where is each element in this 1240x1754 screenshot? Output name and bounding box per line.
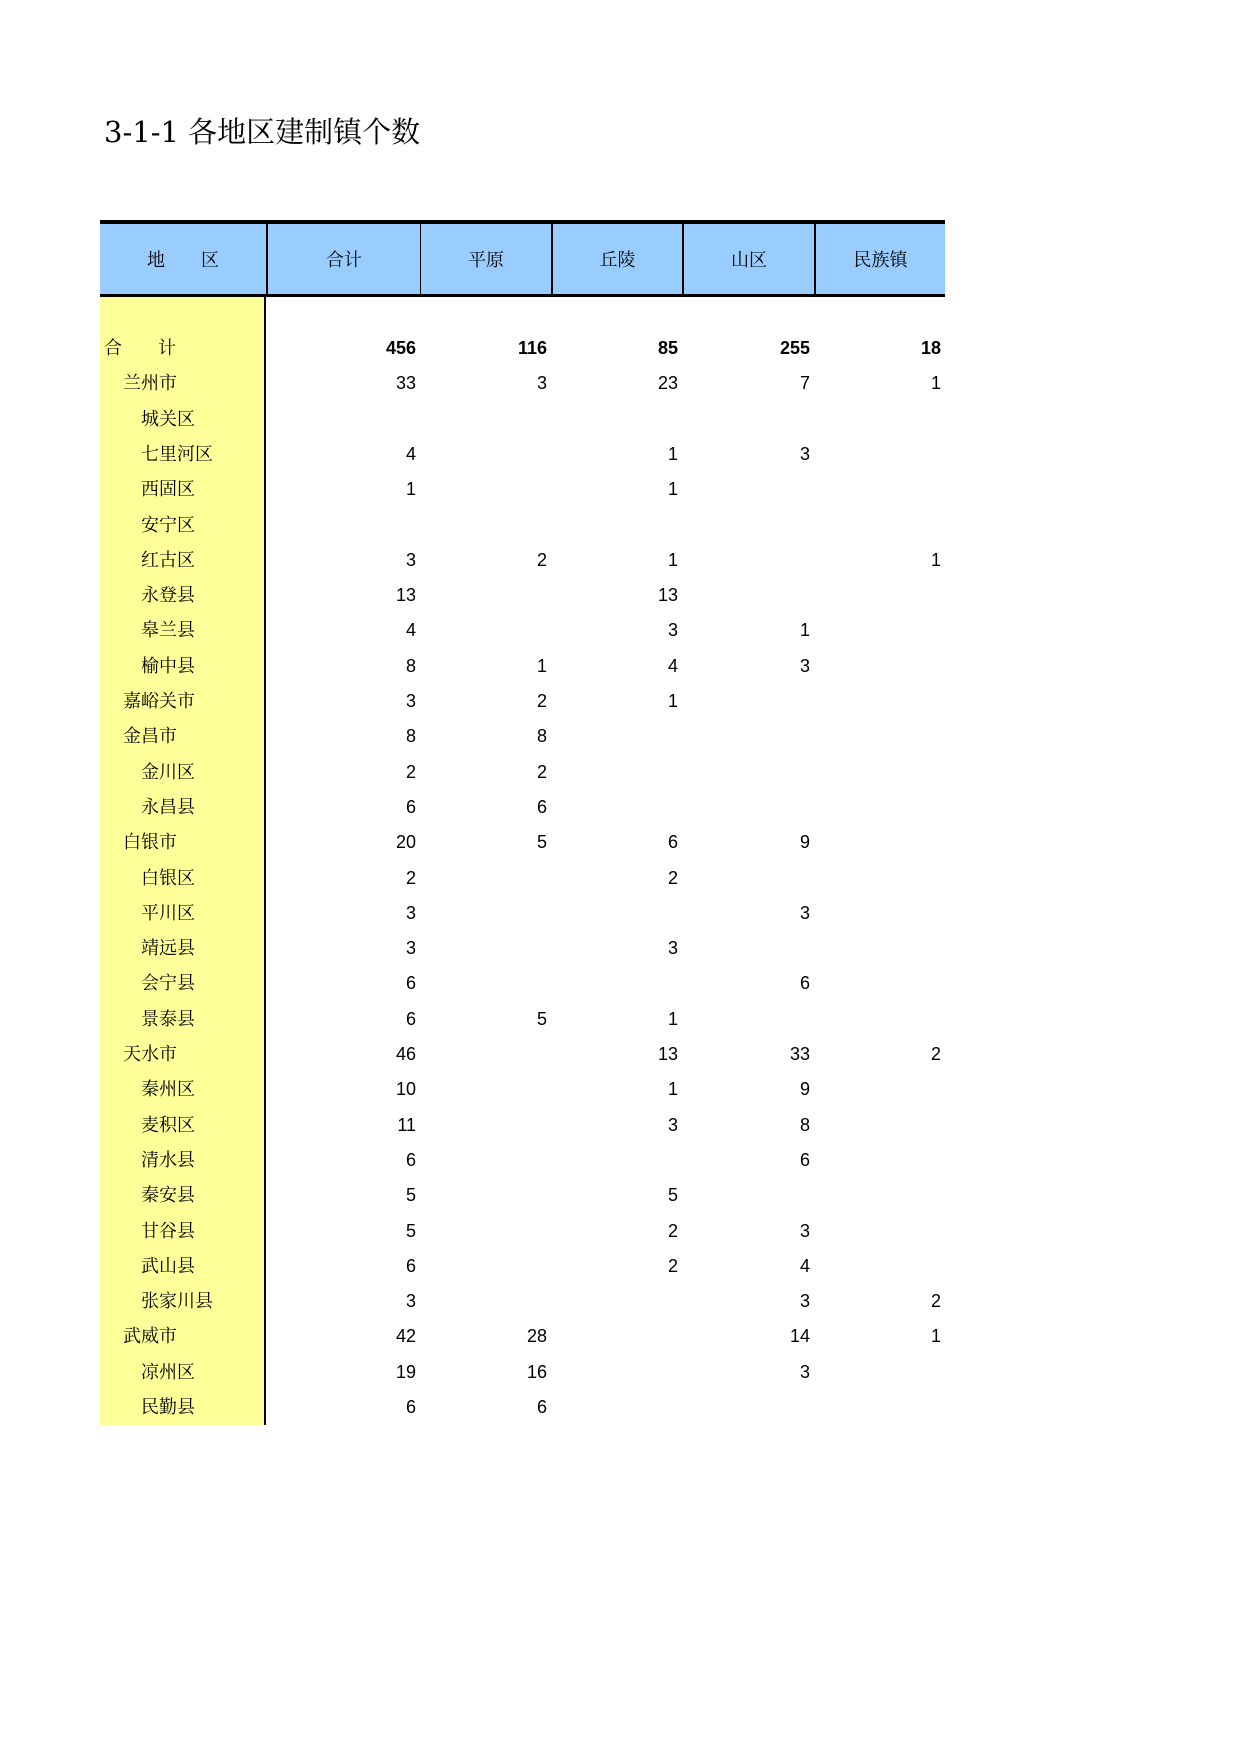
cell-total: 6 (405, 796, 416, 817)
cell-hill: 13 (657, 585, 678, 606)
table-row (100, 649, 945, 684)
cell-total: 6 (405, 973, 416, 994)
cell-mountain: 1 (799, 620, 810, 641)
table-row (100, 1319, 945, 1354)
region-name: 西固区 (141, 479, 195, 501)
cell-hill: 1 (667, 1008, 678, 1029)
cell-mountain: 14 (789, 1326, 810, 1347)
cell-hill: 1 (667, 479, 678, 500)
table-row (100, 578, 945, 613)
region-name: 会宁县 (141, 973, 195, 995)
table-row (100, 1249, 945, 1284)
cell-plain: 2 (536, 691, 547, 711)
cell-plain: 5 (536, 832, 547, 853)
cell-total: 42 (395, 1326, 416, 1347)
cell-mountain: 6 (799, 973, 810, 994)
column-header: 丘陵 (551, 224, 682, 294)
table-row (100, 1284, 945, 1319)
cell-plain: 16 (526, 1361, 547, 1382)
column-header: 地 区 (147, 250, 219, 271)
cell-total: 8 (405, 655, 416, 676)
cell-hill: 4 (667, 655, 678, 676)
table-row (100, 472, 945, 507)
region-name: 甘谷县 (141, 1220, 195, 1242)
region-name: 清水县 (141, 1149, 195, 1171)
table-row (100, 1355, 945, 1390)
cell-plain: 2 (536, 549, 547, 570)
column-header: 合计 (266, 224, 420, 294)
cell-total: 3 (405, 938, 416, 959)
region-name: 皋兰县 (141, 620, 195, 642)
region-name: 天水市 (123, 1044, 177, 1065)
table-row (100, 861, 945, 896)
cell-hill: 5 (667, 1185, 678, 1206)
cell-plain: 2 (536, 761, 547, 782)
page-title: 3-1-1 各地区建制镇个数 (104, 115, 421, 149)
column-header: 平原 (420, 224, 551, 294)
cell-plain: 5 (536, 1008, 547, 1029)
cell-total: 3 (405, 549, 416, 570)
region-name: 武山县 (141, 1255, 195, 1277)
region-name: 民勤县 (141, 1397, 195, 1418)
cell-hill: 85 (657, 338, 678, 358)
table-row (100, 1143, 945, 1178)
table-row (100, 931, 945, 966)
cell-plain: 28 (526, 1326, 547, 1347)
cell-hill: 2 (667, 1255, 678, 1276)
table-row (100, 508, 945, 543)
table-row (100, 966, 945, 1001)
table-row (100, 684, 945, 719)
region-name: 嘉峪关市 (123, 691, 195, 712)
region-name: 秦安县 (141, 1185, 195, 1207)
cell-total: 8 (405, 726, 416, 747)
cell-mountain: 3 (799, 1220, 810, 1241)
cell-plain: 6 (536, 1397, 547, 1417)
cell-hill: 13 (657, 1044, 678, 1064)
cell-total: 2 (405, 867, 416, 888)
table-row (100, 331, 945, 366)
cell-hill: 6 (667, 832, 678, 853)
cell-plain: 6 (536, 796, 547, 817)
table-row (100, 825, 945, 860)
cell-mountain: 3 (799, 1361, 810, 1382)
cell-ethnic: 1 (930, 549, 941, 570)
cell-ethnic: 2 (930, 1044, 941, 1064)
cell-total: 10 (395, 1079, 416, 1100)
cell-total: 6 (405, 1008, 416, 1029)
table-row (100, 790, 945, 825)
region-name: 永登县 (141, 585, 195, 607)
table-row (100, 1214, 945, 1249)
cell-hill: 1 (667, 549, 678, 570)
cell-total: 1 (405, 479, 416, 500)
region-name: 榆中县 (141, 655, 195, 677)
cell-hill: 1 (667, 443, 678, 464)
cell-mountain: 9 (799, 1079, 810, 1100)
cell-total: 2 (405, 761, 416, 782)
region-name: 景泰县 (141, 1008, 195, 1030)
cell-total: 13 (395, 585, 416, 606)
cell-total: 456 (385, 338, 416, 358)
table-row (100, 402, 945, 437)
cell-total: 4 (405, 443, 416, 464)
cell-plain: 116 (517, 338, 547, 358)
table-row (100, 755, 945, 790)
cell-hill: 2 (667, 1220, 678, 1241)
cell-mountain: 9 (799, 832, 810, 853)
cell-mountain: 8 (799, 1114, 810, 1135)
region-name: 金昌市 (123, 726, 177, 748)
cell-ethnic: 1 (930, 1326, 941, 1347)
cell-hill: 23 (657, 373, 678, 394)
region-name: 麦积区 (141, 1114, 195, 1136)
region-name: 七里河区 (141, 443, 213, 465)
column-header: 民族镇 (814, 224, 945, 294)
region-name: 红古区 (141, 549, 195, 571)
cell-mountain: 7 (799, 373, 810, 394)
cell-ethnic: 2 (930, 1291, 941, 1312)
region-name: 安宁区 (141, 514, 195, 536)
region-name: 武威市 (123, 1326, 177, 1348)
cell-total: 3 (405, 902, 416, 923)
table-row (100, 1002, 945, 1037)
column-header: 山区 (682, 224, 814, 294)
cell-total: 5 (405, 1185, 416, 1206)
cell-total: 6 (405, 1255, 416, 1276)
table-row (100, 1390, 945, 1425)
cell-total: 33 (395, 373, 416, 394)
table-row (100, 1037, 945, 1072)
cell-mountain: 3 (799, 443, 810, 464)
region-name: 张家川县 (141, 1291, 213, 1313)
cell-total: 3 (405, 1291, 416, 1312)
cell-mountain: 6 (799, 1149, 810, 1170)
table-row (100, 543, 945, 578)
cell-hill: 1 (667, 1079, 678, 1100)
cell-ethnic: 18 (920, 338, 941, 358)
table-row (100, 896, 945, 931)
cell-hill: 3 (667, 620, 678, 641)
cell-mountain: 33 (789, 1044, 810, 1064)
cell-total: 6 (405, 1397, 416, 1417)
cell-plain: 3 (536, 373, 547, 394)
cell-hill: 1 (667, 691, 678, 711)
region-name: 金川区 (141, 761, 195, 783)
cell-total: 4 (405, 620, 416, 641)
cell-total: 6 (405, 1149, 416, 1170)
region-name: 合 计 (104, 338, 176, 359)
cell-total: 46 (395, 1044, 416, 1064)
region-name: 白银市 (123, 832, 177, 854)
region-name: 永昌县 (141, 796, 195, 818)
table-row (100, 1108, 945, 1143)
table-row (100, 1178, 945, 1213)
cell-mountain: 255 (779, 338, 810, 358)
cell-mountain: 3 (799, 655, 810, 676)
cell-plain: 1 (536, 655, 547, 676)
table-row (100, 1072, 945, 1107)
table-row (100, 437, 945, 472)
cell-total: 5 (405, 1220, 416, 1241)
cell-plain: 8 (536, 726, 547, 747)
table-row (100, 719, 945, 754)
region-name: 平川区 (141, 902, 195, 924)
cell-hill: 2 (667, 867, 678, 888)
region-name: 秦州区 (141, 1079, 195, 1101)
cell-total: 11 (397, 1114, 416, 1135)
region-name: 靖远县 (141, 938, 195, 960)
cell-mountain: 3 (799, 1291, 810, 1312)
cell-total: 19 (395, 1361, 416, 1382)
cell-hill: 3 (667, 1114, 678, 1135)
table-header (100, 220, 945, 297)
cell-mountain: 4 (799, 1255, 810, 1276)
region-name: 兰州市 (123, 373, 177, 395)
region-name: 白银区 (141, 867, 195, 889)
cell-total: 20 (395, 832, 416, 853)
cell-hill: 3 (667, 938, 678, 959)
cell-ethnic: 1 (930, 373, 941, 394)
table-row (100, 613, 945, 648)
region-name: 凉州区 (141, 1361, 195, 1383)
cell-total: 3 (405, 691, 416, 711)
cell-mountain: 3 (799, 902, 810, 923)
table-row (100, 366, 945, 401)
region-name: 城关区 (141, 408, 195, 430)
